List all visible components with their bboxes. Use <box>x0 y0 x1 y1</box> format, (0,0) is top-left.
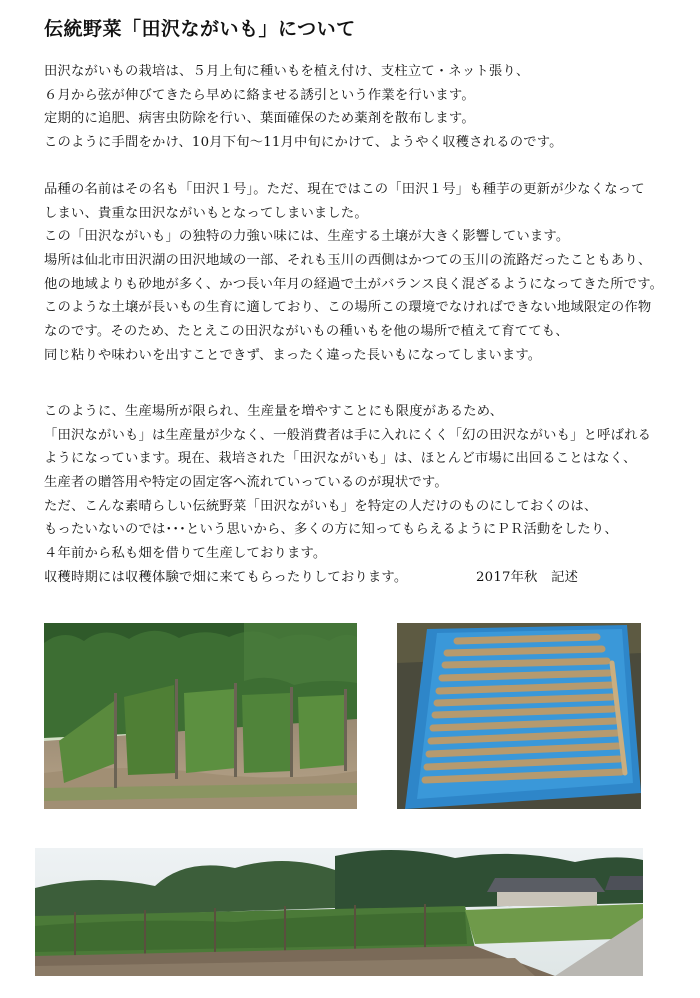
text-line: このように手間をかけ、10月下旬〜11月中旬にかけて、ようやく収穫されるのです。 <box>44 135 563 151</box>
text-line-closing <box>44 566 684 590</box>
page-title: 伝統野菜「田沢ながいも」について <box>44 18 356 40</box>
text-line: 同じ粘りや味わいを出すことできず、まったく違った長いもになってしまいます。 <box>44 347 542 363</box>
text-line: ４年前から私も畑を借りて生産しております。 <box>44 546 327 562</box>
text-line: このように、生産場所が限られ、生産量を増やすことにも限度があるため、 <box>44 404 504 419</box>
text-line: ようになっています。現在、栽培された「田沢ながいも」は、ほとんど市場に出回ることはなく、 <box>44 451 637 467</box>
text-line: 生産者の贈答用や特定の固定客へ流れていっているのが現状です。 <box>44 475 448 491</box>
text-line: ６月から弦が伸びてきたら早めに絡ませる誘引という作業を行います。 <box>44 87 475 103</box>
text-line: ただ、こんな素晴らしい伝統野菜「田沢ながいも」を特定の人だけのものにしておくのは、 <box>44 498 598 514</box>
text-line: 他の地域よりも砂地が多く、かつ長い年月の経過で土がバランス良く混ざるようになってきた所です。 <box>44 276 664 292</box>
text-line: 品種の名前はその名も「田沢１号」。ただ、現在ではこの「田沢１号」も種芋の更新が少なくなって <box>44 182 645 197</box>
text-line: 「田沢ながいも」は生産量が少なく、一般消費者は手に入れにくく「幻の田沢ながいも」と呼ばれる <box>44 427 652 443</box>
paragraph-cultivation <box>44 60 684 155</box>
harvested-yams-photo <box>397 623 641 809</box>
text-line: 場所は仙北市田沢湖の田沢地域の一部、それも玉川の西側はかつての玉川の流路だったこともあり、 <box>44 253 652 269</box>
text-line: しまい、貴重な田沢ながいもとなってしまいました。 <box>44 205 368 221</box>
text-line: この「田沢ながいも」の独特の力強い味には、生産する土壌が大きく影響しています。 <box>44 229 570 245</box>
text-line: 収穫時期には収穫体験で畑に来てもらったりしております。 <box>44 569 408 585</box>
field-landscape-photo <box>35 848 643 976</box>
text-line: 定期的に追肥、病害虫防除を行い、葉面確保のため薬剤を散布します。 <box>44 111 475 127</box>
text-line: 田沢ながいもの栽培は、５月上旬に種いもを植え付け、支柱立て・ネット張り、 <box>44 64 530 79</box>
text-line: このような土壌が長いもの生育に適しており、この場所この環境でなければできない地域限定の作物 <box>44 300 652 316</box>
text-line: もったいないのでは･･･という思いから、多くの方に知ってもらえるようにＰＲ活動をしたり、 <box>44 522 618 538</box>
vine-trellis-photo <box>44 623 357 809</box>
written-date-note: 2017年秋 記述 <box>476 569 579 585</box>
text-line: なのです。そのため、たとえこの田沢ながいもの種いもを他の場所で植えて育てても、 <box>44 324 569 340</box>
paragraph-rarity <box>44 400 684 590</box>
paragraph-variety <box>44 178 684 368</box>
